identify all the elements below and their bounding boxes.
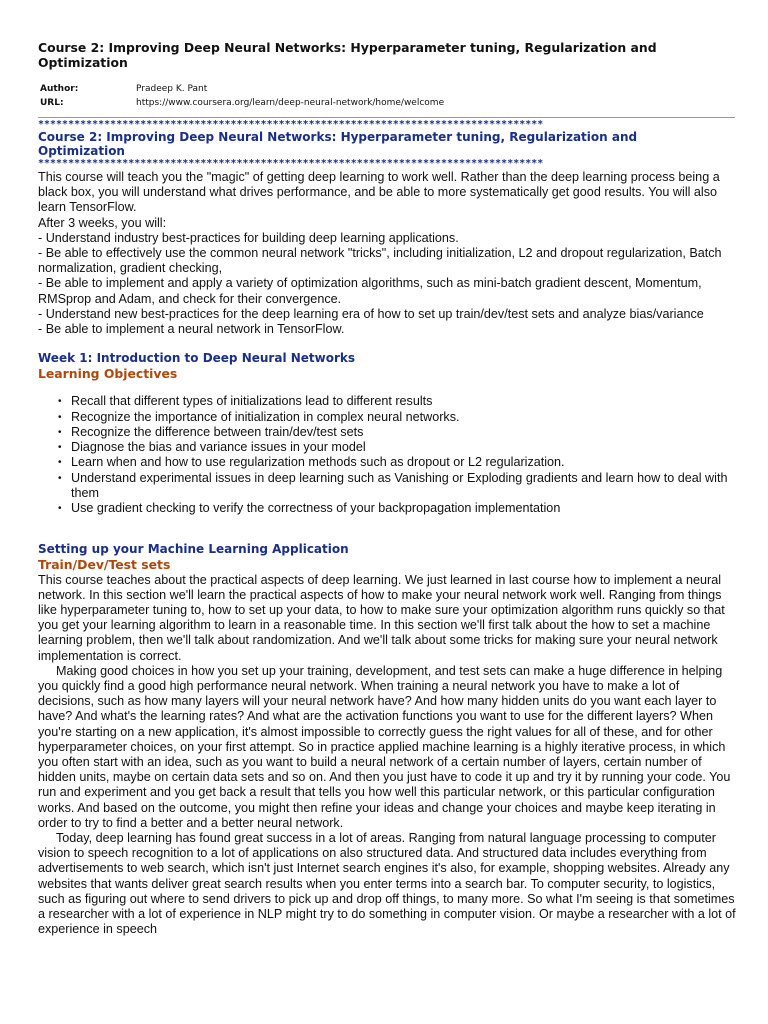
url-row bbox=[40, 96, 444, 110]
document-title: Course 2: Improving Deep Neural Networks: Hyperparameter tuning, Regularization and Optimization bbox=[38, 40, 657, 70]
intro-line: - Understand industry best-practices for building deep learning applications. bbox=[38, 230, 459, 245]
url-label: URL: bbox=[40, 98, 64, 108]
header-divider bbox=[38, 117, 735, 118]
stars-divider-bottom: ************************************************************************************ bbox=[38, 158, 544, 169]
author-value: Pradeep K. Pant bbox=[136, 84, 208, 94]
list-item: • Understand experimental issues in deep learning such as Vanishing or Exploding gradients and learn how to deal with them bbox=[71, 471, 751, 502]
intro-paragraph: This course will teach you the "magic" of getting deep learning to work well. Rather than the deep learning process being a black box, you will understand what drives performance, and be able to more systematically get good results. You will also learn TensorFlow. bbox=[38, 170, 720, 215]
intro-line: After 3 weeks, you will: bbox=[38, 215, 167, 230]
url-value[interactable]: https://www.coursera.org/learn/deep-neural-network/home/welcome bbox=[136, 98, 445, 108]
course-heading: Course 2: Improving Deep Neural Networks: Hyperparameter tuning, Regularization and Optimization bbox=[38, 130, 638, 158]
list-item: • Use gradient checking to verify the correctness of your backpropagation implementation bbox=[71, 501, 751, 516]
list-item: • Learn when and how to use regularization methods such as dropout or L2 regularization. bbox=[71, 455, 751, 470]
list-item: • Diagnose the bias and variance issues in your model bbox=[71, 440, 751, 455]
list-item: • Recognize the importance of initialization in complex neural networks. bbox=[71, 410, 751, 425]
section-body bbox=[38, 573, 735, 938]
intro-line: - Be able to effectively use the common neural network "tricks", including initialization, L2 and dropout regularization, Batch normalization, gradient checking, bbox=[38, 246, 722, 276]
section-paragraph: This course teaches about the practical aspects of deep learning. We just learned in last course how to implement a neural network. In this section we'll learn the practical aspects of how to make your neural network work well. Ranging from things like hyperparameter tuning to, how to set up your data, to how to make sure your optimization algorithm runs quickly so that you get your learning algorithm to learn in a reasonable time. In this section we'll first talk about the how to set a machine learning problem, then we'll talk about randomization. And we'll talk about some tricks for making sure your neural network implementation is correct. bbox=[38, 572, 725, 663]
list-item: • Recall that different types of initializations lead to different results bbox=[71, 394, 751, 409]
intro-line: - Be able to implement and apply a variety of optimization algorithms, such as mini-batch gradient descent, Momentum, RMSprop and Adam, and check for their convergence. bbox=[38, 276, 702, 306]
list-item: • Recognize the difference between train/dev/test sets bbox=[71, 425, 751, 440]
section-paragraph: Today, deep learning has found great success in a lot of areas. Ranging from natural language processing to computer vision to speech recognition to a lot of applications on also structured data. And structured data includes everything from advertisements to web search, which isn't just Internet search engines it's also, for example, shopping websites. Already any websites that wants deliver great search results when you enter terms into a search bar. To computer security, to logistics, such as figuring out where to send drivers to pick up and drop off things, to many more. So what I'm seeing is that sometimes a researcher with a lot of experience in NLP might try to do something in computer vision. Or maybe a researcher with a lot of experience in speech bbox=[38, 831, 736, 937]
intro-block bbox=[38, 170, 735, 337]
stars-divider-top: ************************************************************************************ bbox=[38, 119, 544, 130]
section-title: Setting up your Machine Learning Application bbox=[38, 541, 349, 556]
section-paragraph: Making good choices in how you set up your training, development, and test sets can make a huge difference in helping you quickly find a good high performance neural network. When training a neural network you have to make a lot of decisions, such as how many layers will your neural network have? And how many hidden units do you want each layer to have? And what's the learning rates? And what are the activation functions you want to use for the different layers? When you're starting on a new application, it's almost impossible to correctly guess the right values for all of these, and for other hyperparameter choices, on your first attempt. So in practice applied machine learning is a highly iterative process, in which you often start with an idea, such as you want to build a neural network of a certain number of layers, certain number of hidden units, maybe on certain data sets and so on. And then you just have to code it up and try it by running your code. You run and experiment and you get back a result that tells you how well this particular network, or this particular configuration works. And based on the outcome, you might then refine your ideas and change your choices and maybe keep iterating in order to try to find a better and a better neural network. bbox=[38, 663, 731, 830]
intro-line: - Understand new best-practices for the deep learning era of how to set up train/dev/test sets and analyze bias/variance bbox=[38, 306, 704, 321]
author-row bbox=[40, 82, 444, 96]
learning-objectives-heading: Learning Objectives bbox=[38, 366, 178, 382]
author-label: Author: bbox=[40, 84, 79, 94]
intro-line: - Be able to implement a neural network in TensorFlow. bbox=[38, 322, 345, 337]
objectives-list bbox=[38, 394, 751, 516]
week1-title: Week 1: Introduction to Deep Neural Networks bbox=[38, 351, 356, 366]
metadata-table bbox=[40, 82, 444, 110]
section-subtitle: Train/Dev/Test sets bbox=[38, 556, 171, 572]
